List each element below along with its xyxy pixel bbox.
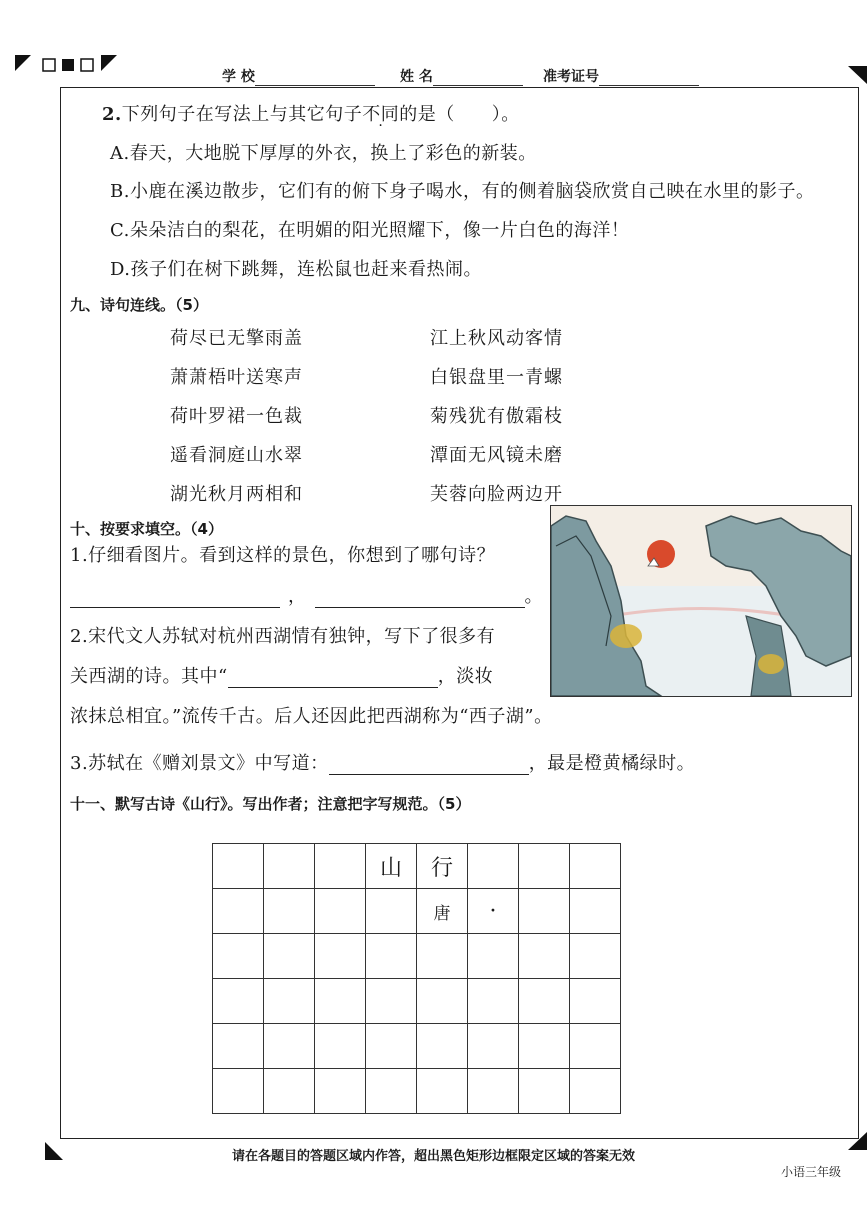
q10-1-blank-2[interactable]	[315, 587, 525, 608]
grid-cell[interactable]	[315, 1024, 366, 1069]
poem-right-1[interactable]: 江上秋风动客情	[430, 328, 563, 349]
grid-cell[interactable]	[315, 934, 366, 979]
grid-cell[interactable]	[519, 889, 570, 934]
grid-cell[interactable]	[417, 934, 468, 979]
answer-area-notice: 请在各题目的答题区域内作答，超出黑色矩形边框限定区域的答案无效	[231, 1149, 635, 1164]
grid-cell[interactable]	[213, 934, 264, 979]
section-9-title: 九、诗句连线。（5）	[70, 296, 208, 314]
landscape-illustration	[550, 505, 852, 697]
q2-stem-end: 的是（ ）。	[399, 104, 520, 125]
grid-cell[interactable]	[468, 934, 519, 979]
grid-cell[interactable]	[570, 979, 621, 1024]
q10-3-blank[interactable]	[329, 754, 529, 775]
name-field	[400, 66, 523, 86]
q10-1-answer-line	[70, 582, 543, 608]
grid-cell-title-1: 山	[366, 844, 417, 889]
q10-2-line2	[70, 662, 493, 688]
grid-cell[interactable]	[366, 979, 417, 1024]
q10-2-blank[interactable]	[228, 667, 438, 688]
q2-option-b: B.小鹿在溪边散步，它们有的俯下身子喝水，有的侧着脑袋欣赏自己映在水里的影子。	[110, 181, 815, 202]
school-blank[interactable]	[255, 71, 375, 86]
grid-cell[interactable]	[570, 844, 621, 889]
registration-mark-top-right	[848, 66, 867, 84]
grid-row	[213, 934, 621, 979]
grid-cell[interactable]	[570, 934, 621, 979]
grid-cell[interactable]	[315, 844, 366, 889]
grid-cell[interactable]	[366, 889, 417, 934]
exam-id-field	[543, 66, 699, 86]
grid-cell[interactable]	[264, 1024, 315, 1069]
section-11-title: 十一、默写古诗《山行》。写出作者；注意把字写规范。（5）	[70, 795, 471, 813]
grid-cell-title-2: 行	[417, 844, 468, 889]
name-blank[interactable]	[433, 71, 523, 86]
q2-stem-text: 下列句子在写法上与其它句子	[121, 104, 363, 125]
grid-cell[interactable]	[417, 979, 468, 1024]
grid-cell[interactable]	[417, 1024, 468, 1069]
grid-row	[213, 979, 621, 1024]
poem-left-2[interactable]: 萧萧梧叶送寒声	[170, 367, 303, 388]
q10-3-end: ，最是橙黄橘绿时。	[528, 753, 696, 774]
grid-cell[interactable]	[519, 1069, 570, 1114]
q10-2-line2-start: 关西湖的诗。其中“	[70, 666, 228, 687]
grid-cell[interactable]	[366, 1069, 417, 1114]
section-10-title: 十、按要求填空。（4）	[70, 520, 223, 538]
q10-3-line	[70, 749, 695, 775]
grid-row	[213, 1024, 621, 1069]
q10-1-text: 1.仔细看图片。看到这样的景色，你想到了哪句诗？	[70, 545, 496, 566]
grid-cell[interactable]	[315, 889, 366, 934]
q2-stem	[102, 100, 520, 126]
q10-2-line2-end: ，淡妆	[437, 666, 494, 687]
grid-cell[interactable]	[366, 934, 417, 979]
grid-row	[213, 844, 621, 889]
q10-2-line3: 浓抹总相宜。”流传千古。后人还因此把西湖称为“西子湖”。	[70, 706, 553, 727]
grid-cell[interactable]	[213, 889, 264, 934]
q2-dotted-word: 不同	[362, 104, 400, 125]
grid-cell[interactable]	[213, 979, 264, 1024]
q10-3-start: 3.苏轼在《赠刘景文》中写道：	[70, 753, 329, 774]
q2-option-a: A.春天，大地脱下厚厚的外衣，换上了彩色的新装。	[110, 143, 537, 164]
grid-cell[interactable]	[519, 844, 570, 889]
grid-cell[interactable]	[570, 1069, 621, 1114]
grid-cell[interactable]	[264, 1069, 315, 1114]
grid-cell[interactable]	[468, 1024, 519, 1069]
grid-cell[interactable]	[519, 934, 570, 979]
poem-left-1[interactable]: 荷尽已无擎雨盖	[170, 328, 303, 349]
grid-cell[interactable]	[570, 1024, 621, 1069]
grid-cell[interactable]	[213, 1069, 264, 1114]
registration-mark-top-left	[15, 55, 125, 79]
grid-cell-dynasty: 唐	[417, 889, 468, 934]
q10-2-line1: 2.宋代文人苏轼对杭州西湖情有独钟，写下了很多有	[70, 626, 496, 647]
poem-right-3[interactable]: 菊残犹有傲霜枝	[430, 406, 563, 427]
poem-left-5[interactable]: 湖光秋月两相和	[170, 484, 303, 505]
q10-1-end: 。	[524, 586, 543, 607]
q2-number: 2.	[102, 104, 122, 125]
grid-cell[interactable]	[264, 979, 315, 1024]
grid-cell[interactable]	[417, 1069, 468, 1114]
grid-cell[interactable]	[213, 844, 264, 889]
q2-option-c: C.朵朵洁白的梨花，在明媚的阳光照耀下，像一片白色的海洋！	[110, 220, 630, 241]
grid-cell[interactable]	[468, 1069, 519, 1114]
q10-1-comma: ，	[288, 586, 307, 607]
q10-1-blank-1[interactable]	[70, 587, 280, 608]
grid-cell[interactable]	[366, 1024, 417, 1069]
grid-row	[213, 889, 621, 934]
school-label: 学 校	[222, 69, 255, 85]
poem-left-4[interactable]: 遥看洞庭山水翠	[170, 445, 303, 466]
exam-id-blank[interactable]	[599, 71, 699, 86]
name-label: 姓 名	[400, 69, 433, 85]
grade-label: 小语三年级	[780, 1165, 841, 1179]
grid-cell[interactable]	[519, 1024, 570, 1069]
grid-cell[interactable]	[570, 889, 621, 934]
grid-cell[interactable]	[468, 844, 519, 889]
exam-id-label: 准考证号	[543, 69, 599, 85]
grid-cell[interactable]	[519, 979, 570, 1024]
grid-cell[interactable]	[468, 979, 519, 1024]
poem-left-3[interactable]: 荷叶罗裙一色裁	[170, 406, 303, 427]
grid-cell[interactable]	[264, 844, 315, 889]
grid-cell[interactable]	[315, 1069, 366, 1114]
poem-right-5[interactable]: 芙蓉向脸两边开	[430, 484, 563, 505]
q2-option-d: D.孩子们在树下跳舞，连松鼠也赶来看热闹。	[110, 259, 483, 280]
grid-cell-dot: ·	[468, 889, 519, 934]
grid-cell[interactable]	[264, 889, 315, 934]
grid-cell[interactable]	[264, 934, 315, 979]
grid-row	[213, 1069, 621, 1114]
poem-right-4[interactable]: 潭面无风镜未磨	[430, 445, 563, 466]
poem-right-2[interactable]: 白银盘里一青螺	[430, 367, 563, 388]
school-field	[222, 66, 375, 86]
writing-grid	[212, 843, 621, 1114]
grid-cell[interactable]	[315, 979, 366, 1024]
grid-cell[interactable]	[213, 1024, 264, 1069]
